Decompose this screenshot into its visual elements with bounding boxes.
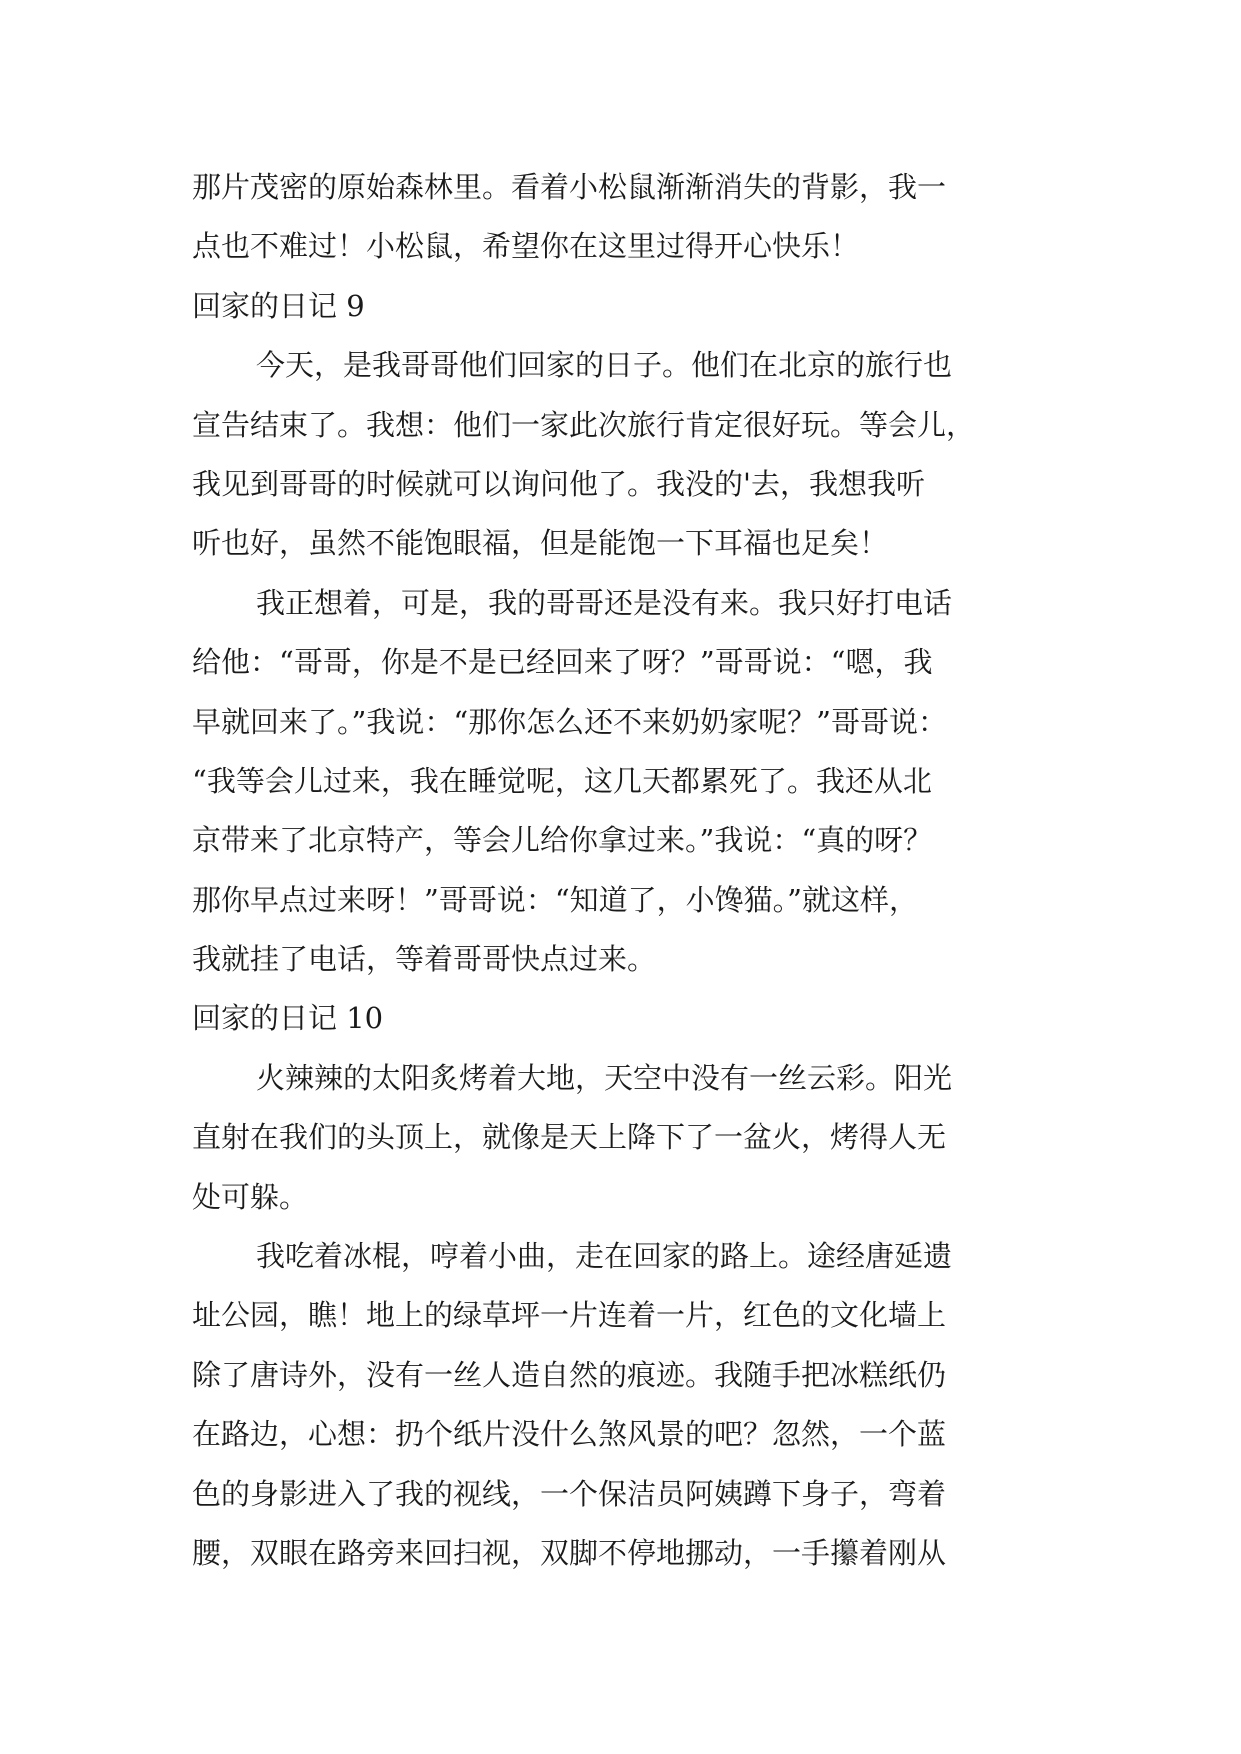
text-line: 我见到哥哥的时候就可以询问他了。我没的'去，我想我听 (192, 466, 925, 501)
text-line: 处可躲。 (192, 1179, 309, 1214)
text-line: 宣告结束了。我想：他们一家此次旅行肯定很好玩。等会儿， (192, 407, 976, 442)
text-line: “我等会儿过来，我在睡觉呢，这几天都累死了。我还从北 (192, 763, 932, 798)
text-line: 腰，双眼在路旁来回扫视，双脚不停地挪动，一手攥着刚从 (192, 1535, 947, 1570)
text-line: 在路边，心想：扔个纸片没什么煞风景的吧？忽然，一个蓝 (192, 1417, 947, 1452)
text-line: 给他：“哥哥，你是不是已经回来了呀？”哥哥说：“嗯，我 (192, 645, 933, 680)
text-line: 我正想着，可是，我的哥哥还是没有来。我只好打电话 (256, 585, 953, 620)
section-heading: 回家的日记 9 (192, 288, 365, 323)
text-line: 早就回来了。”我说：“那你怎么还不来奶奶家呢？”哥哥说： (192, 704, 947, 739)
text-line: 除了唐诗外，没有一丝人造自然的痕迹。我随手把冰糕纸仍 (192, 1357, 947, 1392)
text-line: 今天，是我哥哥他们回家的日子。他们在北京的旅行也 (256, 348, 953, 383)
text-line: 我吃着冰棍，哼着小曲，走在回家的路上。途经唐延遗 (256, 1239, 953, 1274)
text-line: 点也不难过！小松鼠，希望你在这里过得开心快乐！ (192, 229, 860, 264)
section-heading: 回家的日记 10 (192, 1001, 384, 1036)
document-page (192, 158, 1062, 1583)
text-line: 色的身影进入了我的视线，一个保洁员阿姨蹲下身子，弯着 (192, 1476, 947, 1511)
text-line: 京带来了北京特产，等会儿给你拿过来。”我说：“真的呀？ (192, 823, 933, 858)
text-line: 址公园，瞧！地上的绿草坪一片连着一片，红色的文化墙上 (192, 1298, 947, 1333)
text-line: 听也好，虽然不能饱眼福，但是能饱一下耳福也足矣！ (192, 526, 889, 561)
text-line: 直射在我们的头顶上，就像是天上降下了一盆火，烤得人无 (192, 1120, 947, 1155)
text-line: 那你早点过来呀！”哥哥说：“知道了，小馋猫。”就这样， (192, 882, 918, 917)
text-line: 那片茂密的原始森林里。看着小松鼠渐渐消失的背影，我一 (192, 170, 947, 204)
text-line: 火辣辣的太阳炙烤着大地，天空中没有一丝云彩。阳光 (256, 1060, 953, 1095)
text-line: 我就挂了电话，等着哥哥快点过来。 (192, 942, 657, 977)
